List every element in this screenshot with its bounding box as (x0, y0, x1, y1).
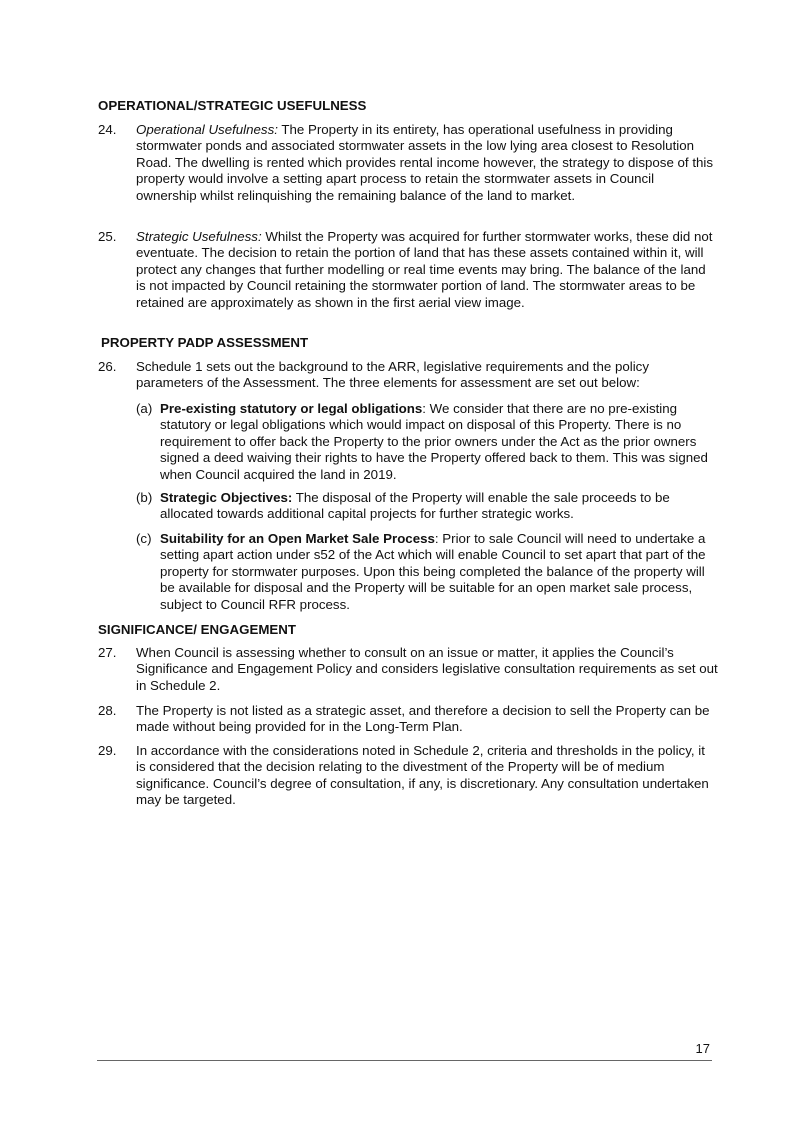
paragraph-number: 28. (98, 703, 117, 718)
paragraph-body (136, 229, 718, 311)
subparagraph-letter: (c) (136, 531, 152, 546)
subparagraph-label: Strategic Objectives: (160, 490, 293, 505)
paragraph-body (136, 122, 718, 204)
paragraph-text: The Property in its entirety, has operational usefulness in providing stormwater ponds and associated stormwater assets in the low lying area closest to Resolution Road. The dwelling is rented which provides rental income however, the strategy to dispose of this property would involve a setting apart process to retain the stormwater assets in Council ownership whilst relinquishing the remaining balance of the land to market. (136, 122, 714, 203)
paragraph-number: 27. (98, 645, 117, 660)
paragraph-26 (98, 359, 718, 392)
subparagraph-letter: (b) (136, 490, 153, 505)
subparagraph-body (160, 401, 718, 483)
paragraph-28 (98, 703, 718, 736)
section-heading-padp: PROPERTY PADP ASSESSMENT (101, 335, 309, 350)
paragraph-number: 25. (98, 229, 117, 244)
subparagraph-body (160, 531, 718, 613)
subparagraph-a (136, 401, 718, 483)
subparagraph-c (136, 531, 718, 613)
paragraph-text: In accordance with the considerations noted in Schedule 2, criteria and thresholds in the policy, it is considered that the decision relating to the divestment of the Property will be of medium significance. Council’s degree of consultation, if any, is discretionary. Any consultation undertaken may be targeted. (136, 743, 709, 808)
section-heading-operational: OPERATIONAL/STRATEGIC USEFULNESS (98, 98, 367, 113)
paragraph-24 (98, 122, 718, 204)
subparagraph-letter: (a) (136, 401, 153, 416)
subparagraph-text: The disposal of the Property will enable the sale proceeds to be allocated towards additional capital projects for further strategic works. (160, 490, 670, 522)
paragraph-text: The Property is not listed as a strategic asset, and therefore a decision to sell the Property can be made without being provided for in the Long-Term Plan. (136, 703, 710, 735)
section-heading-significance: SIGNIFICANCE/ ENGAGEMENT (98, 622, 296, 637)
subparagraph-label: Pre-existing statutory or legal obligations (160, 401, 423, 416)
subparagraph-body (160, 490, 718, 523)
paragraph-text: Schedule 1 sets out the background to the ARR, legislative requirements and the policy parameters of the Assessment. The three elements for assessment are set out below: (136, 359, 649, 391)
paragraph-label: Operational Usefulness: (136, 122, 278, 137)
paragraph-29 (98, 743, 718, 809)
paragraph-number: 26. (98, 359, 117, 374)
paragraph-text: When Council is assessing whether to consult on an issue or matter, it applies the Council’s Significance and Engagement Policy and considers legislative consultation requirements as set out in Schedule 2. (136, 645, 718, 693)
subparagraph-b (136, 490, 718, 523)
subparagraph-text: : Prior to sale Council will need to undertake a setting apart action under s52 of the Act which will enable Council to set apart that part of the property for stormwater purposes. Upon this being completed the balance of the property will be available for disposal and the Property will be suitable for an open market sale process, subject to Council RFR process. (160, 531, 706, 612)
paragraph-text: Whilst the Property was acquired for further stormwater works, these did not eventuate. The decision to retain the portion of land that has these assets contained within it, will protect any changes that further modelling or real time events may bring. The balance of the land is not impacted by Council retaining the stormwater portion of land. The stormwater areas to be retained are approximately as shown in the first aerial view image. (136, 229, 713, 310)
paragraph-label: Strategic Usefulness: (136, 229, 262, 244)
subparagraph-text: : We consider that there are no pre-existing statutory or legal obligations which would impact on disposal of this Property. There is no requirement to offer back the Property to the prior owners under the Act as the prior owners signed a deed waiving their rights to have the Property offered back to them. This was signed when Council acquired the land in 2019. (160, 401, 708, 482)
paragraph-27 (98, 645, 718, 694)
paragraph-number: 24. (98, 122, 117, 137)
paragraph-25 (98, 229, 718, 311)
subparagraph-label: Suitability for an Open Market Sale Process (160, 531, 435, 546)
page-number: 17 (695, 1041, 710, 1056)
paragraph-number: 29. (98, 743, 117, 758)
footer-divider (97, 1060, 712, 1061)
